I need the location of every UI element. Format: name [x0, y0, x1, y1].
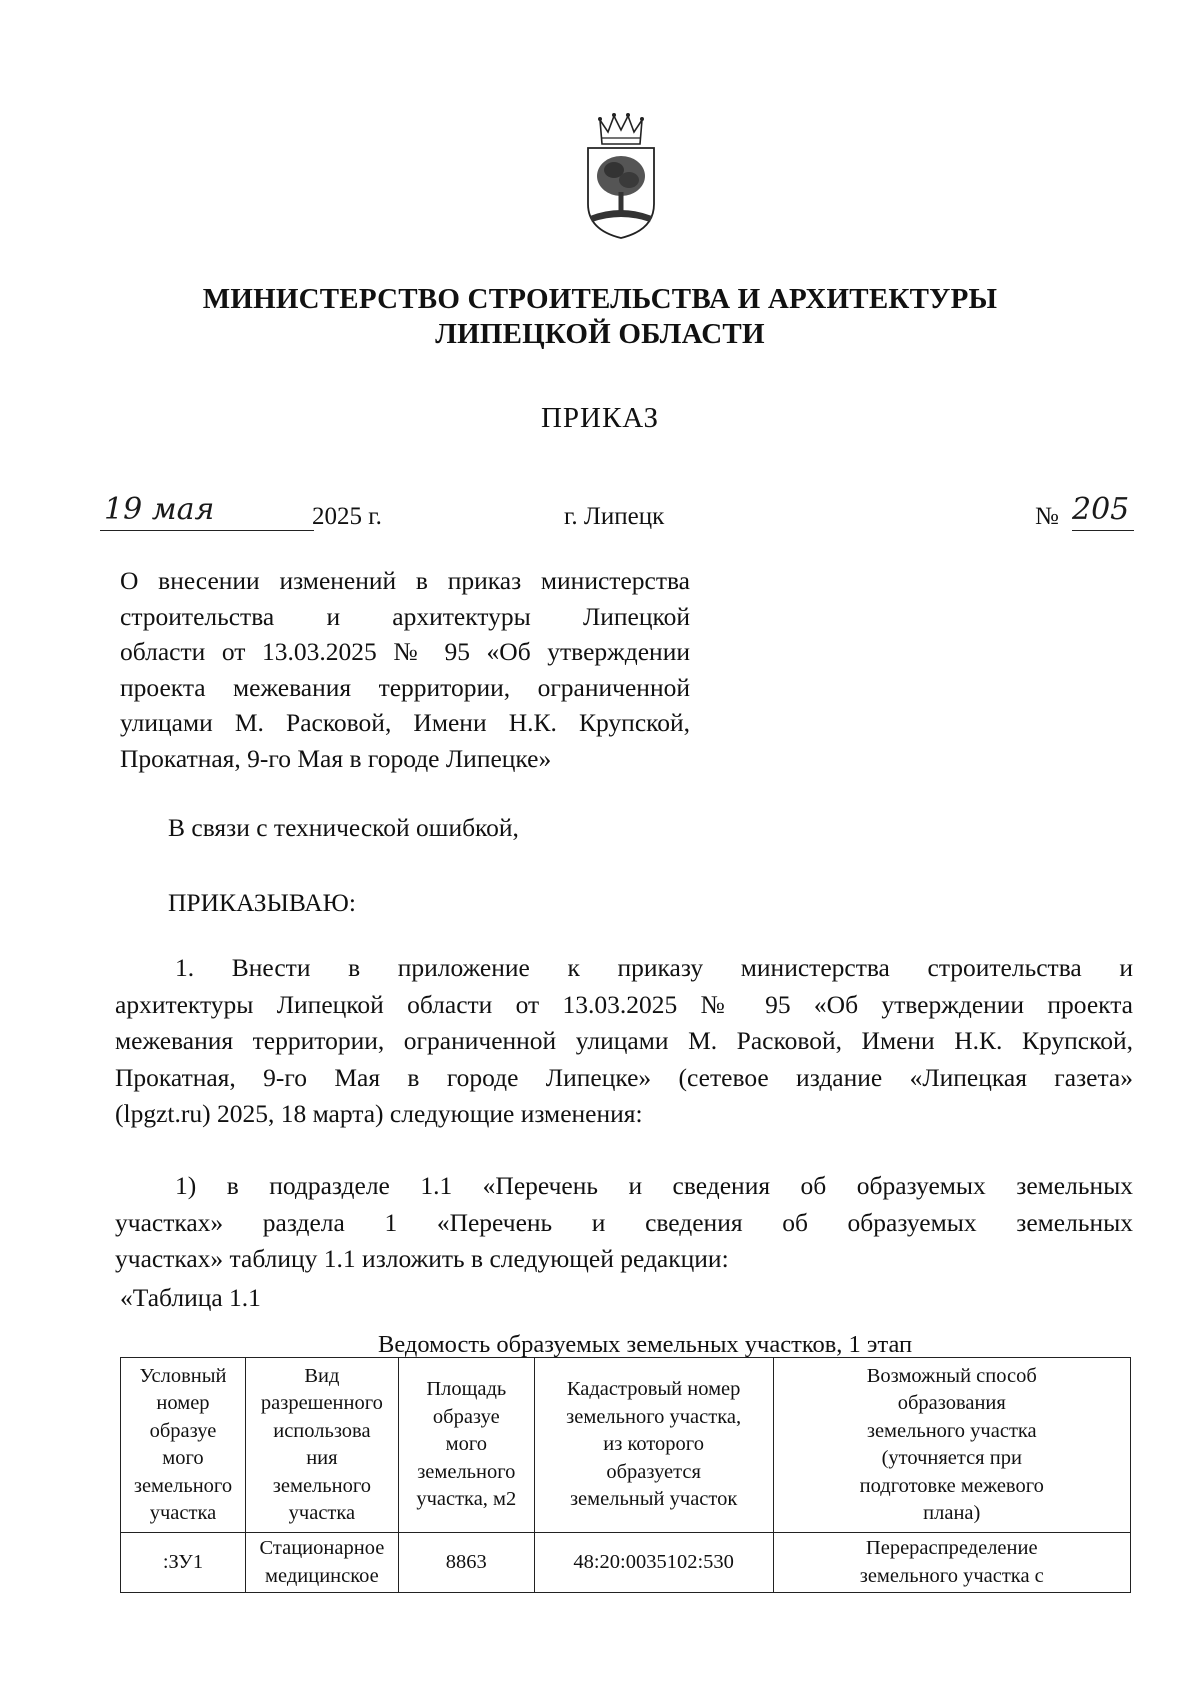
- land-plots-table: [120, 1357, 1131, 1593]
- order-word: ПРИКАЗЫВАЮ:: [168, 888, 356, 917]
- cell-permitted-use: Стационарное медицинское: [245, 1533, 398, 1593]
- subject-line: проекта межевания территории, ограниченной: [120, 672, 690, 702]
- header-formation-method: Возможный способ образования земельного участка (уточняется при подготовке межевого плана): [773, 1358, 1130, 1533]
- handwritten-number: 205: [1072, 492, 1134, 531]
- cell-cadastral-number: 48:20:0035102:530: [534, 1533, 773, 1593]
- lipetsk-coat-of-arms-icon: [580, 112, 662, 242]
- document-type: ПРИКАЗ: [540, 402, 660, 434]
- document-subject: [120, 563, 690, 776]
- paragraph-line: 1) в подразделе 1.1 «Перечень и сведения об образуемых земельных: [175, 1171, 1133, 1200]
- paragraph-line: Прокатная, 9-го Мая в городе Липецке» (сетевое издание «Липецкая газета»: [115, 1062, 1133, 1092]
- paragraph-line: участках» таблицу 1.1 изложить в следующей редакции:: [115, 1244, 729, 1273]
- subject-line: О внесении изменений в приказ министерства: [120, 566, 690, 595]
- subject-line: области от 13.03.2025 № 95 «Об утверждении: [120, 637, 690, 666]
- document-year: 2025 г.: [312, 503, 382, 530]
- table-row: [121, 1533, 1131, 1593]
- ministry-name-line1: МИНИСТЕРСТВО СТРОИТЕЛЬСТВА И АРХИТЕКТУРЫ: [202, 283, 998, 315]
- cell-plot-number: :ЗУ1: [121, 1533, 246, 1593]
- handwritten-date: 19 мая: [100, 492, 314, 531]
- header-permitted-use: Вид разрешенного использова ния земельного участка: [245, 1358, 398, 1533]
- ministry-name-line2: ЛИПЕЦКОЙ ОБЛАСТИ: [435, 318, 765, 350]
- cell-area: 8863: [398, 1533, 534, 1593]
- header-area: Площадь образуе мого земельного участка, м2: [398, 1358, 534, 1533]
- subject-line: улицами М. Расковой, Имени Н.К. Крупской,: [120, 708, 690, 737]
- subject-line: строительства и архитектуры Липецкой: [120, 601, 690, 631]
- header-cadastral-number: Кадастровый номер земельного участка, из которого образуется земельный участок: [534, 1358, 773, 1533]
- table-label: «Таблица 1.1: [120, 1283, 261, 1312]
- paragraph-1: [115, 950, 1133, 1133]
- document-city: г. Липецк: [564, 503, 665, 530]
- table-caption: Ведомость образуемых земельных участков, 1 этап: [378, 1331, 913, 1358]
- paragraph-line: (lpgzt.ru) 2025, 18 марта) следующие изменения:: [115, 1099, 643, 1128]
- cell-formation-method: Перераспределение земельного участка с: [773, 1533, 1130, 1593]
- number-sign: №: [1035, 503, 1059, 530]
- paragraph-line: участках» раздела 1 «Перечень и сведения об образуемых земельных: [115, 1207, 1133, 1237]
- paragraph-2: [115, 1168, 1133, 1278]
- paragraph-line: 1. Внести в приложение к приказу министерства строительства и: [175, 953, 1133, 982]
- subject-line: Прокатная, 9-го Мая в городе Липецке»: [120, 743, 552, 773]
- header-plot-number: Условный номер образуе мого земельного участка: [121, 1358, 246, 1533]
- reason-text: В связи с технической ошибкой,: [168, 813, 519, 842]
- table-header-row: [121, 1358, 1131, 1533]
- paragraph-line: межевания территории, ограниченной улицами М. Расковой, Имени Н.К. Крупской,: [115, 1026, 1133, 1055]
- paragraph-line: архитектуры Липецкой области от 13.03.2025 № 95 «Об утверждении проекта: [115, 989, 1133, 1019]
